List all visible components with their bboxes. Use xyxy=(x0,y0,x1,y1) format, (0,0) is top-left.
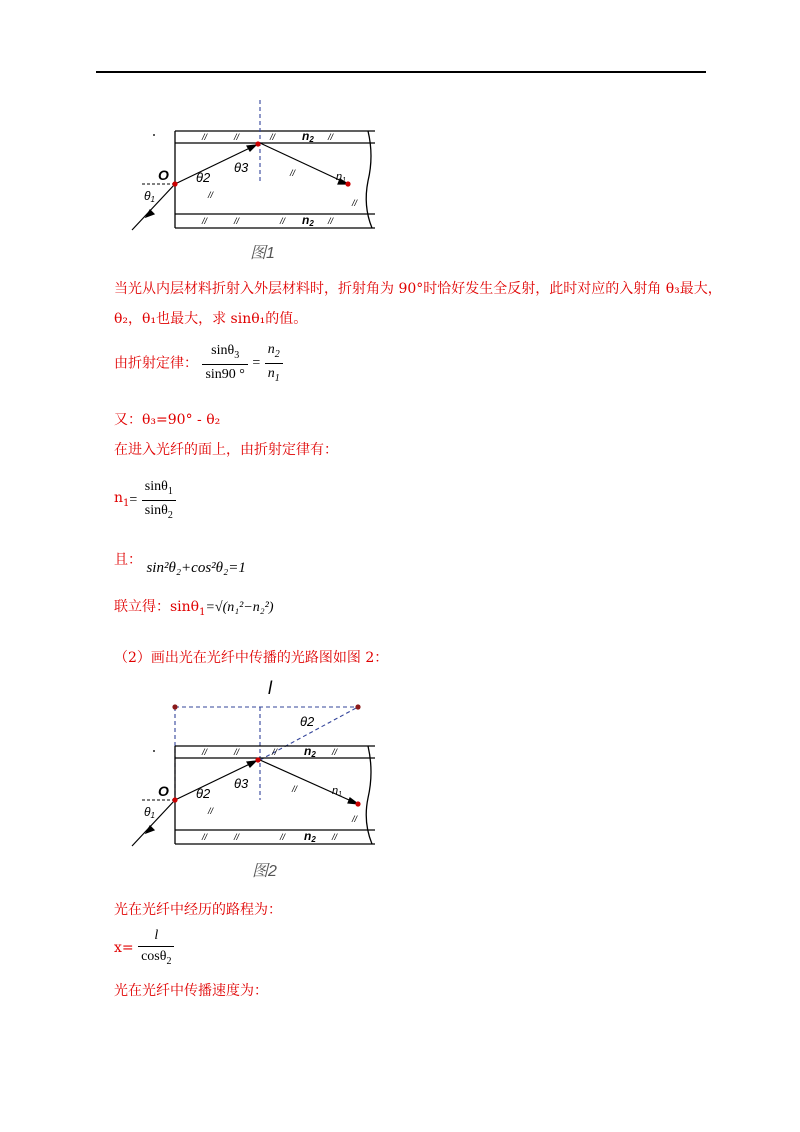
header-rule xyxy=(96,71,706,73)
paragraph-3: 又：θ₃=90° - θ₂ xyxy=(114,412,221,428)
svg-text://: // xyxy=(208,190,214,200)
paragraph-1b: θ₂，θ₁也最大，求 sinθ₁的值。 xyxy=(114,311,308,327)
paragraph-1: 当光从内层材料折射入外层材料时，折射角为 90°时恰好发生全反射，此时对应的入射角 θ₃最大， xyxy=(114,281,722,297)
paragraph-8: （2）画出光在光纤中传播的光路图如图 2： xyxy=(114,650,389,666)
paragraph-11: 光在光纤中传播速度为： xyxy=(114,983,268,999)
fig2-label-O: O xyxy=(158,783,169,799)
figure-2 xyxy=(110,676,390,886)
svg-text://: // xyxy=(292,784,298,794)
svg-text://: // xyxy=(272,747,278,757)
fig1-label-n2-bottom: n2 xyxy=(302,213,314,228)
fig1-label-O: O xyxy=(158,167,169,183)
svg-text://: // xyxy=(332,747,338,757)
svg-text://: // xyxy=(202,832,208,842)
figure-1 xyxy=(110,96,390,266)
fig1-caption: 图1 xyxy=(250,245,275,262)
fig2-label-theta2-top: θ2 xyxy=(300,714,315,729)
svg-text://: // xyxy=(352,814,358,824)
fig1-label-theta3: θ3 xyxy=(234,160,249,175)
paragraph-9: 光在光纤中经历的路程为： xyxy=(114,902,282,918)
fraction-l-cos2: $\frac{l}{\cos\theta_2}$ xyxy=(138,929,174,967)
svg-text://: // xyxy=(290,168,296,178)
result-formula: =√(n₁²−n₂²) xyxy=(205,600,274,615)
fig2-label-l: l xyxy=(268,678,272,698)
fig2-label-theta2: θ2 xyxy=(196,786,211,801)
svg-text://: // xyxy=(202,216,208,226)
svg-text://: // xyxy=(234,832,240,842)
svg-text://: // xyxy=(328,132,334,142)
fraction-n2-n1: $\frac{n_2}{n_1}$ xyxy=(265,343,283,384)
result-line: 联立得：sinθ$_1$=√(n₁²−n₂²) xyxy=(114,599,274,618)
svg-text://: // xyxy=(352,198,358,208)
fraction-sin3-sin90: $\frac{\sin\theta_3}{\sin 90 ^\circ}$ xyxy=(202,344,247,382)
fig1-label-theta2: θ2 xyxy=(196,170,211,185)
fig1-label-n2-top: n2 xyxy=(302,129,314,144)
fraction-sin1-sin2: $\frac{\sin\theta_1}{\sin\theta_2}$ xyxy=(142,480,176,521)
fig1-label-theta1: θ1 xyxy=(144,189,155,204)
fig2-caption: 图2 xyxy=(252,863,277,880)
svg-text://: // xyxy=(280,216,286,226)
fig2-label-theta3: θ3 xyxy=(234,776,249,791)
svg-text://: // xyxy=(234,747,240,757)
svg-text://: // xyxy=(202,132,208,142)
n1-equation: $n_1=$ $\frac{\sin\theta_1}{\sin\theta_2}$ xyxy=(114,480,176,521)
paragraph-4: 在进入光纤的面上，由折射定律有： xyxy=(114,442,338,458)
fig1-label-n1: n1 xyxy=(336,171,347,184)
svg-text://: // xyxy=(202,747,208,757)
svg-text://: // xyxy=(234,132,240,142)
identity-line: 且： sin²θ₂+cos²θ₂=1 xyxy=(114,552,246,576)
svg-text://: // xyxy=(270,132,276,142)
fig2-label-n2-bottom: n2 xyxy=(304,829,316,844)
svg-text://: // xyxy=(328,216,334,226)
refraction-law-line: 由折射定律： $\frac{\sin\theta_3}{\sin 90 ^\circ}$ = $\frac{n_2}{n_1}$ xyxy=(114,343,283,384)
refraction-law-label: 由折射定律： xyxy=(114,355,198,372)
svg-text://: // xyxy=(280,832,286,842)
svg-text://: // xyxy=(332,832,338,842)
fig2-label-theta1: θ1 xyxy=(144,805,155,820)
svg-text://: // xyxy=(208,806,214,816)
identity-formula: sin²θ₂+cos²θ₂=1 xyxy=(146,560,246,576)
fig2-label-n1: n1 xyxy=(332,785,343,798)
svg-text://: // xyxy=(234,216,240,226)
fig2-label-n2-top: n2 xyxy=(304,744,316,759)
path-length-equation: x= $\frac{l}{\cos\theta_2}$ xyxy=(114,929,174,967)
